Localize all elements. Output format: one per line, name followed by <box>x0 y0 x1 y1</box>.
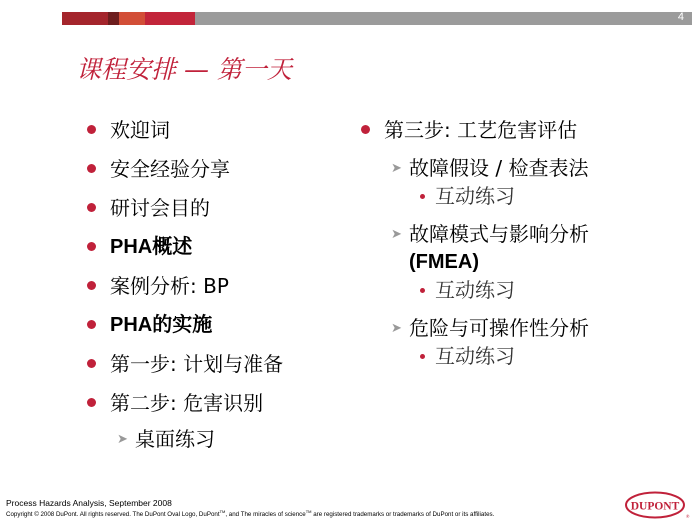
slide-title: 课程安排 — 第一天 <box>76 55 292 84</box>
item-text: 第二步: 危害识别 <box>110 391 264 415</box>
bullet-dot-icon <box>361 125 370 134</box>
sub-item-text: 故障假设 / 检查表法 <box>409 156 589 180</box>
copyright-text-a: Copyright © 2008 DuPont. All rights reserved. The DuPont Oval Logo, DuPont <box>6 511 220 519</box>
bullet-dot-icon <box>87 359 96 368</box>
bullet-dot-icon <box>87 398 96 407</box>
trademark-mark: TM <box>305 509 312 514</box>
sub-sub-item-text: 互动练习 <box>435 184 515 208</box>
sub-item-text: 故障模式与影响分析 <box>409 222 589 246</box>
sub-list-item <box>84 426 344 453</box>
small-bullet-icon <box>420 194 425 199</box>
list-item <box>84 270 344 309</box>
small-bullet-icon <box>420 288 425 293</box>
right-column <box>358 114 688 370</box>
copyright-text-c: are registered trademarks or trademarks of DuPont or its affiliates. <box>311 511 495 519</box>
list-item <box>84 114 344 153</box>
sub-sub-item-text: 互动练习 <box>435 278 515 302</box>
trademark-mark: TM <box>219 509 226 514</box>
item-text: PHA概述 <box>110 236 193 258</box>
sub-item-text: 危险与可操作性分析 <box>409 316 589 340</box>
footer-copyright <box>6 509 494 518</box>
sub-list-item <box>358 221 688 276</box>
header-color-bar <box>62 12 692 25</box>
small-bullet-icon <box>420 354 425 359</box>
item-text: 第三步: 工艺危害评估 <box>384 118 578 142</box>
bar-segment-orange <box>119 12 145 25</box>
bar-segment-gray <box>195 12 692 25</box>
list-item <box>358 114 688 153</box>
bullet-dot-icon <box>87 203 96 212</box>
bar-segment-crimson <box>145 12 195 25</box>
footer-course-line: Process Hazards Analysis, September 2008 <box>6 498 172 508</box>
chevron-right-icon: ➤ <box>391 227 402 242</box>
sub-list-item <box>358 315 688 342</box>
chevron-right-icon: ➤ <box>391 321 402 336</box>
item-text: 案例分析: BP <box>110 274 229 298</box>
bullet-dot-icon <box>87 125 96 134</box>
logo-text: DUPONT <box>630 500 680 513</box>
sub-sub-list-item <box>358 276 688 304</box>
item-text: 第一步: 计划与准备 <box>110 352 284 376</box>
sub-sub-list-item <box>358 342 688 370</box>
item-text: 欢迎词 <box>110 118 170 142</box>
bullet-dot-icon <box>87 320 96 329</box>
bullet-dot-icon <box>87 242 96 251</box>
item-text: 研讨会目的 <box>110 196 210 220</box>
left-column <box>84 114 344 453</box>
list-item <box>84 153 344 192</box>
page-number: 4 <box>677 11 684 23</box>
bullet-dot-icon <box>87 281 96 290</box>
sub-item-text: 桌面练习 <box>135 427 215 451</box>
copyright-text-b: , and The miracles of science <box>225 511 306 519</box>
sub-sub-item-text: 互动练习 <box>435 344 515 368</box>
bar-segment-dark-red <box>108 12 119 25</box>
sub-sub-list-item <box>358 182 688 210</box>
bullet-dot-icon <box>87 164 96 173</box>
registered-mark: ® <box>686 514 690 519</box>
chevron-right-icon: ➤ <box>117 432 128 447</box>
list-item <box>84 231 344 270</box>
item-text: PHA的实施 <box>110 314 213 336</box>
sub-list-item <box>358 155 688 182</box>
list-item <box>84 309 344 348</box>
list-item <box>84 348 344 387</box>
bar-segment-red <box>62 12 108 25</box>
list-item <box>84 387 344 426</box>
dupont-oval-logo <box>624 490 690 520</box>
chevron-right-icon: ➤ <box>391 161 402 176</box>
item-text: 安全经验分享 <box>110 157 230 181</box>
sub-item-text-abbrev: (FMEA) <box>409 251 479 273</box>
list-item <box>84 192 344 231</box>
